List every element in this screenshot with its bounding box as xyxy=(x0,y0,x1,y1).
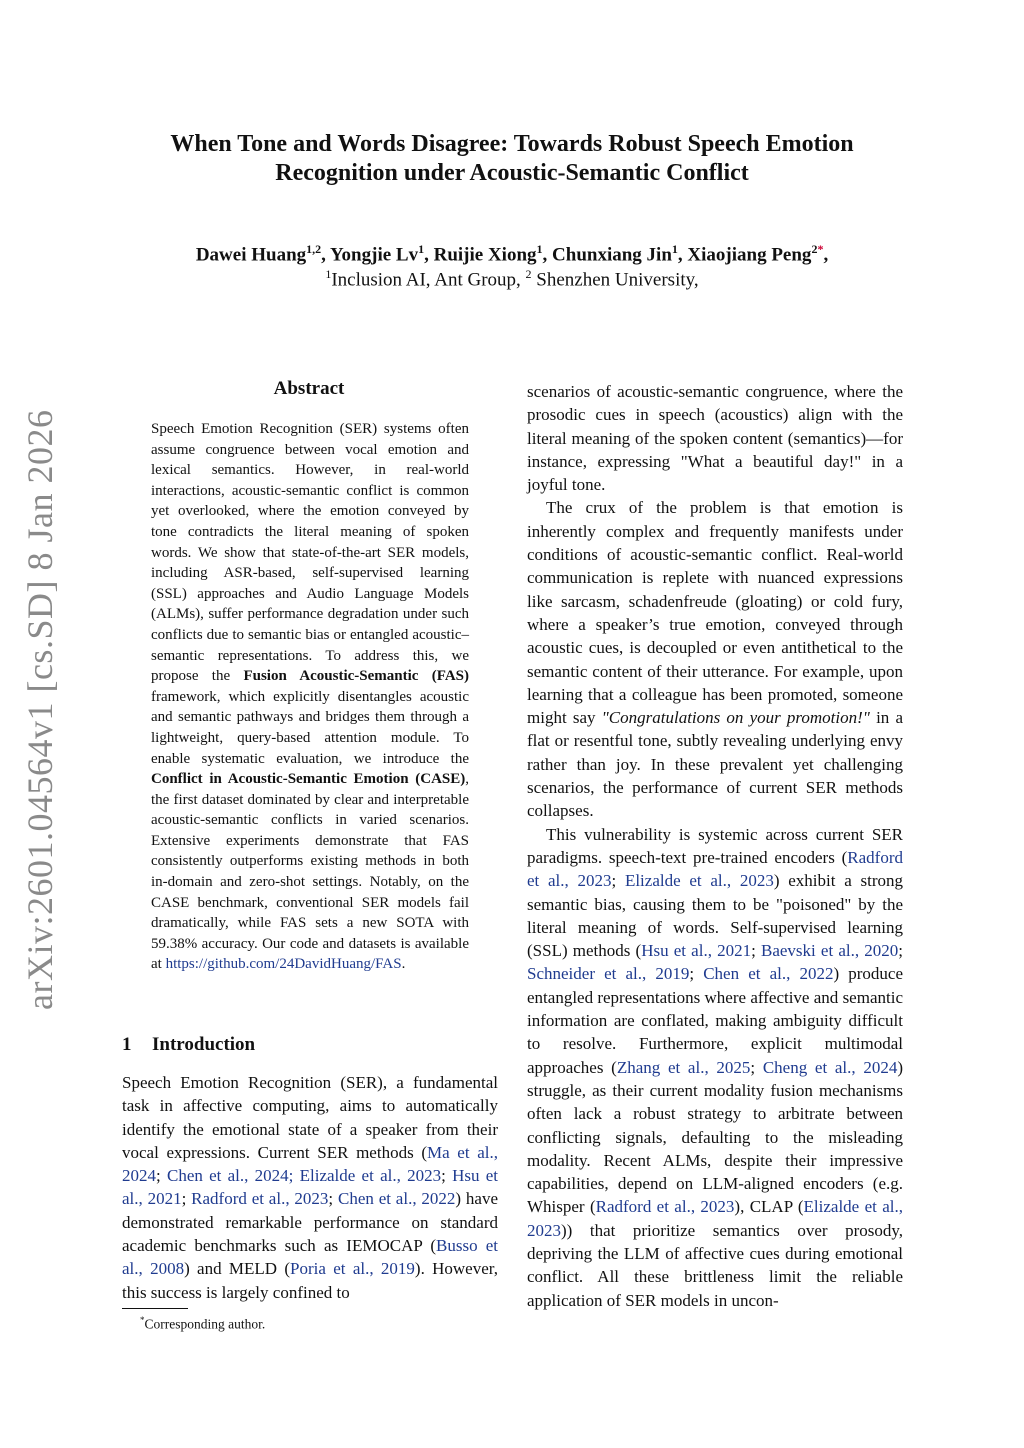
paragraph-text: ) produce entangled representations where affective and semantic information are conflated, making ambiguity difficult to resolve. Furthermore, explicit multimodal approaches ( xyxy=(527,964,903,1077)
affiliation-1: Inclusion AI, Ant Group, xyxy=(331,269,521,291)
citation-link[interactable]: Poria et al., 2019 xyxy=(290,1259,415,1279)
citation-link[interactable]: Cheng et al., 2024 xyxy=(762,1057,898,1077)
case-dataset-name: Conflict in Acoustic-Semantic Emotion (CASE) xyxy=(151,771,466,788)
author-affil-sup: 1,2 xyxy=(306,242,322,256)
citation-sep: ; xyxy=(441,1166,453,1186)
citation-sep: ; xyxy=(181,1189,192,1209)
footnote-text: Corresponding author. xyxy=(144,1316,266,1332)
citation-link[interactable]: Elizalde et al., 2023 xyxy=(624,871,774,891)
affiliations xyxy=(120,262,904,292)
footnote-mark: * xyxy=(140,1315,145,1325)
citation-sep: ; xyxy=(898,941,904,961)
section-title: Introduction xyxy=(152,1034,256,1055)
intro-right-column xyxy=(527,380,903,1312)
footnote-divider xyxy=(122,1308,188,1309)
author-affil-sup: 1 xyxy=(536,242,543,256)
citation-sep: ; xyxy=(611,871,625,891)
paragraph xyxy=(527,823,903,1312)
paragraph-text: ), CLAP ( xyxy=(734,1197,804,1217)
citation-link[interactable]: Radford et al., 2023 xyxy=(191,1189,329,1209)
paragraph-text: ) exhibit a strong semantic bias, causing them to be "poisoned" by the literal meaning of words. Self-supervised learning (SSL) methods ( xyxy=(527,871,903,961)
author-affil-sup: 1 xyxy=(671,242,678,256)
author-name: Yongjie Lv xyxy=(329,244,419,266)
author-name: Chunxiang Jin xyxy=(552,244,672,266)
paragraph-text: The crux of the problem is that emotion is inherently complex and frequently manifests under conditions of acoustic-semantic conflict. Real-world communication is replete with nuanced expressions like sarcasm, schadenfreude (gloating) or cold fury, where a speaker’s true emotion, conveyed through acoustic cues, is decoupled or even antithetical to the semantic content of their utterance. For example, upon learning that a colleague has been promoted, someone might say xyxy=(527,498,903,728)
paragraph-text: ) struggle, as their current modality fusion mechanisms often lack a robust strategy to arbitrate between conflicting signals, defaulting to the misleading modality. Recent ALMs, despite their impressive capabilities, depend on LLM-aligned encoders (e.g. Whisper ( xyxy=(527,1057,903,1217)
author-affil-sup: 2 xyxy=(811,242,818,256)
citation-sep: ; xyxy=(156,1166,167,1186)
citation-link[interactable]: Radford et al., 2023 xyxy=(595,1197,735,1217)
paper-title xyxy=(120,130,904,188)
paragraph-text: This vulnerability is systemic across current SER paradigms. speech-text pre-trained encoders ( xyxy=(527,824,903,867)
title-line-2: Recognition under Acoustic-Semantic Conflict xyxy=(275,160,749,186)
author-name: Dawei Huang xyxy=(195,244,307,266)
citation-link[interactable]: Radford et al., 2023 xyxy=(527,847,903,891)
section-heading-introduction xyxy=(122,1034,255,1056)
paragraph xyxy=(527,496,903,822)
abstract-text: Speech Emotion Recognition (SER) systems often assume congruence between vocal emotion and lexical semantics. However, in real-world interactions, acoustic-semantic conflict is common yet overlooked, where the emotion conveyed by tone contradicts the literal meaning of spoken words. We show that state-of-the-art SER models, including ASR-based, self-supervised learning (SSL) approaches and Audio Language Models (ALMs), suffer performance degradation under such conflicts due to semantic bias or entangled acoustic–semantic representations. To address this, we propose the xyxy=(151,421,469,685)
citation-link[interactable]: Chen et al., 2024; Elizalde et al., 2023 xyxy=(166,1166,442,1186)
citation-link[interactable]: Elizalde et al., 2023 xyxy=(527,1197,903,1240)
citation-sep: ; xyxy=(751,941,761,961)
author-name: Ruijie Xiong xyxy=(433,244,537,266)
abstract-text: , the first dataset dominated by clear and interpretable acoustic-semantic conflicts in varied scenarios. Extensive experiments demonstrate that FAS consistently outperforms existing methods in both in-domain and zero-shot settings. Notably, on the CASE benchmark, conventional SER models fail dramatically, while FAS sets a new SOTA with 59.38% accuracy. Our code and datasets is available at xyxy=(151,771,469,973)
author-list: Dawei Huang$^{1,2}$, Yongjie Lv$^1$, Ruijie Xiong$^1$, Chunxiang Jin$^1$, Xiaojiang Peng$^{2*}$, xyxy=(195,242,829,266)
author-affil-sup: 1 xyxy=(418,242,425,256)
arxiv-identifier-stamp: arXiv:2601.04564v1 [cs.SD] 8 Jan 2026 xyxy=(20,409,60,1010)
author-name: Xiaojiang Peng xyxy=(687,244,812,266)
citation-link[interactable]: Hsu et al., 2021 xyxy=(641,941,752,961)
abstract-text: framework, which explicitly disentangles acoustic and semantic pathways and bridges them through a lightweight, query-based attention module. To enable systematic evaluation, we introduce the xyxy=(151,688,469,767)
citation-link[interactable]: Schneider et al., 2019 xyxy=(527,964,690,984)
citation-link[interactable]: Chen et al., 2022 xyxy=(703,964,834,984)
abstract-body xyxy=(151,419,469,975)
footnote xyxy=(140,1315,265,1333)
intro-text: ). However, this success is largely confined to xyxy=(122,1259,499,1302)
citation-sep: ; xyxy=(328,1189,338,1209)
paragraph-text: in a flat or resentful tone, subtly revealing underlying envy rather than joy. In these prevalent yet challenging scenarios, the performance of current SER methods collapses. xyxy=(527,708,903,821)
citation-link[interactable]: Hsu et al., 2021 xyxy=(122,1166,499,1209)
title-line-1: When Tone and Words Disagree: Towards Robust Speech Emotion xyxy=(170,131,854,157)
abstract-period: . xyxy=(401,956,406,973)
citation-sep: ; xyxy=(689,964,704,984)
fas-framework-name: Fusion Acoustic-Semantic (FAS) xyxy=(243,668,469,685)
intro-text: ) and MELD ( xyxy=(184,1259,291,1279)
intro-paragraph-1 xyxy=(122,1071,498,1304)
paragraph-text: )) that prioritize semantics over prosody, depriving the LLM of affective cues during emotional conflict. All these brittleness limit the reliable application of SER models in uncon- xyxy=(527,1220,903,1310)
citation-link[interactable]: Ma et al., 2024 xyxy=(122,1142,498,1186)
intro-text: Speech Emotion Recognition (SER), a fundamental task in affective computing, aims to automatically identify the emotional state of a speaker from their vocal expressions. Current SER methods ( xyxy=(122,1073,498,1162)
paragraph: scenarios of acoustic-semantic congruence, where the prosodic cues in speech (acoustics) align with the literal meaning of the spoken content (semantics)—for instance, expressing "What a beautiful day!" in a joyful tone. xyxy=(527,382,903,495)
intro-text: ) have demonstrated remarkable performance on standard academic benchmarks such as IEMOCAP ( xyxy=(122,1189,498,1256)
affiliation-2: Shenzhen University, xyxy=(531,269,699,291)
example-quote: "Congratulations on your promotion!" xyxy=(601,708,870,728)
citation-link[interactable]: Chen et al., 2022 xyxy=(337,1189,456,1209)
corresponding-author-mark[interactable]: * xyxy=(817,242,824,256)
citation-link[interactable]: Zhang et al., 2025 xyxy=(616,1057,751,1077)
citation-link[interactable]: Busso et al., 2008 xyxy=(122,1236,499,1279)
section-number: 1 xyxy=(122,1034,132,1055)
code-repository-link[interactable]: https://github.com/24DavidHuang/FAS xyxy=(165,956,402,973)
abstract-heading: Abstract xyxy=(273,378,345,399)
citation-sep: ; xyxy=(750,1057,763,1077)
affil-sup-2: 2 xyxy=(525,267,532,281)
citation-link[interactable]: Baevski et al., 2020 xyxy=(761,941,899,961)
affil-sup-1: 1 xyxy=(325,267,332,281)
